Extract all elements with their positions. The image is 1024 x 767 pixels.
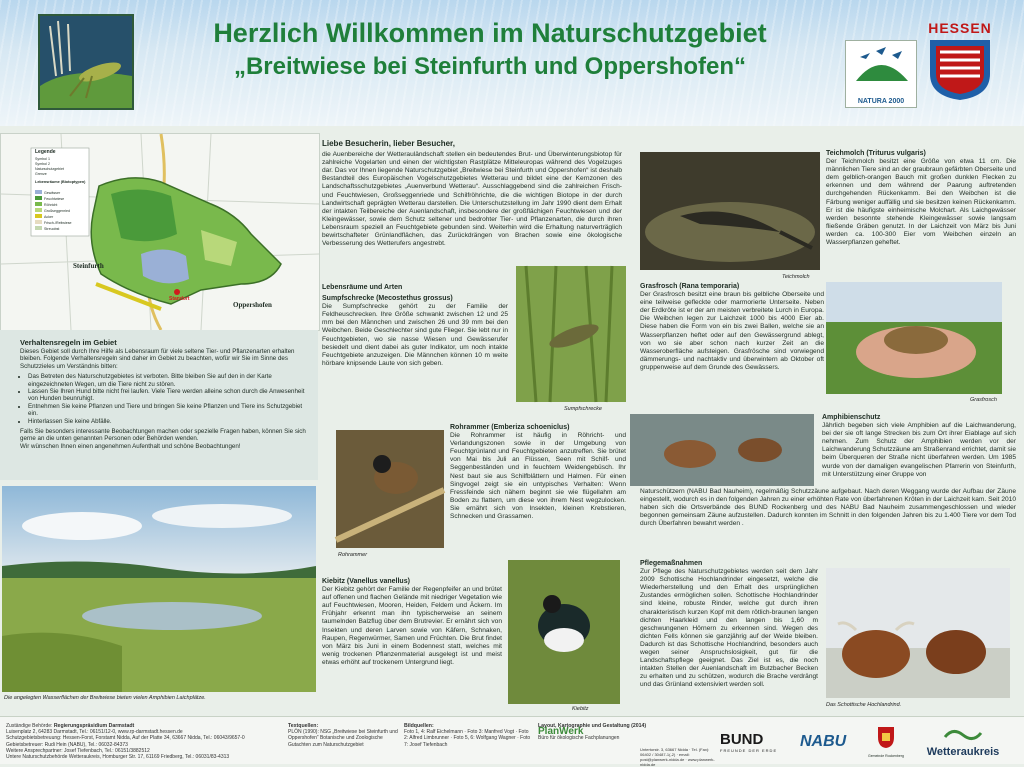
rule-item: • Hinterlassen Sie keine Abfälle.	[28, 418, 310, 425]
rule-item: • Das Betreten des Naturschutzgebietes ist verboten. Bitte bleiben Sie auf den in der Karte eingezeichneten Wegen, um die Tiere nicht zu stören.	[28, 373, 310, 388]
legend-type: Frisch-/Reitwiese	[44, 221, 72, 225]
rohrammer-section	[450, 424, 626, 521]
pflege-section	[640, 560, 818, 690]
bund-logo	[720, 731, 777, 753]
teichmolch-text: Der Teichmolch besitzt eine Größe von etwa 11 cm. Die männlichen Tiere sind an der graubraun gefärbten Oberseite und dem gelblich-orangen Bauch mit großen dunklen Flecken zu erkennen und dem während der Paarung auftretenden durchgehenden Rückenkamm. Bei den Weibchen ist die Färbung weniger auffällig und sie besitzen keinen Rückenkamm. Er ist die häufigste einheimische Molchart. Als Laichgewässer werden besonnte stehende Kleingewässer sowie langsam fließende Gräben genutzt. In der Laichzeit von März bis Juni werden ca. 100-300 Eier vom Weibchen einzeln an Wasserpflanzen geheftet.	[826, 158, 1016, 247]
authority-label: Zuständige Behörde:	[6, 723, 53, 729]
rules-body	[20, 348, 310, 450]
footer-photo-sources	[404, 723, 534, 748]
texts-label: Textquellen:	[288, 723, 319, 729]
grasfrosch-photo	[826, 282, 1002, 394]
legend-item: Naturschutzgebiet	[35, 167, 64, 171]
legend-type: Feuchtwiese	[44, 197, 65, 201]
natura-label: NATURA 2000	[857, 98, 905, 105]
rockenberg-logo	[868, 725, 904, 758]
kiebitz-title: Kiebitz (Vanellus vanellus)	[322, 578, 410, 585]
legend-item: Symbol 1	[35, 157, 50, 161]
hessen-label: HESSEN	[928, 20, 992, 36]
rules-outro: Falls Sie besonders interessante Beobachtungen machen oder spezielle Fragen haben, können Sie sich gerne an die unten genannten Personen oder Behörden wenden.	[20, 428, 306, 443]
authority-address: Luisenplatz 2, 64283 Darmstadt, Tel.: 06151/12-0, www.rp-darmstadt.hessen.de	[6, 729, 183, 736]
place-oppershofen: Oppershofen	[233, 301, 272, 309]
kiebitz-section	[322, 578, 502, 667]
wetterau-label: Wetteraukreis	[926, 746, 1000, 758]
intro-text: die Auenbereiche der Wetterauländschaft stellen ein bedeutendes Brut- und Überwinterungsbiotop für zahlreiche Vogelarten und einen der wichtigsten Rastplätze Mitteleuropas während des Vogelzuges dar. Das vor Ihnen liegende Naturschutzgebiet „Breitwiese bei Steinfurth und Oppershofen“ ist deshalb Bestandteil des Europäischen Vogelschutzgebietes Wetterau und bildet eine der Kernzonen des Landschaftsschutzgebietes „Auenverbund Wetterau“. Ausschlaggebend sind die zahlreichen Frisch- und Feuchtwiesen, Großseggenriede und Schilfröhrichte, die die wichtigen Biotope in der durch Landwirtschaft geprägten Wetterau darstellen. Die Unterschutzstellung im Jahr 1990 dient dem Erhalt der intakten Teilbereiche der Auenlandschaft, insbesondere der großflächigen Feuchtwiesen und der Kleingewässer, sowie dem Schutz seltener und bedrohter Tier- und Pflanzenarten, die durch ihren Lebensraum speziell an Feuchtgebiete gebunden sind. Weiterhin wird die Erhaltung naturverträglich bewirtschafteter Grünlandflächen, das Zurückdrängen von Brachen sowie eine ökologische Verbesserung des Wetterufers angestrebt.	[322, 151, 622, 248]
bund-label: BUND	[720, 731, 764, 748]
map-legend-symbols	[35, 157, 64, 177]
teichmolch-photo	[640, 152, 820, 270]
area-map	[0, 133, 320, 331]
rohrammer-title: Rohrammer (Emberiza schoeniclus)	[450, 424, 570, 431]
title-line-2: „Breitwiese bei Steinfurth und Oppershofen“	[233, 53, 747, 80]
grasfrosch-section	[640, 283, 824, 372]
header-banner	[0, 0, 1024, 126]
legend-type: Gewässer	[44, 191, 61, 195]
photos-label: Bildquellen:	[404, 723, 434, 729]
kiebitz-caption: Kiebitz	[572, 706, 589, 712]
planwerk-subtitle: Büro für ökologische Fachplanungen	[538, 735, 620, 742]
care-line-4: Untere Naturschutzbehörde Wetteraukreis, Homburger Str. 17, 61169 Friedberg, Tel.: 06031/83-4313	[6, 754, 230, 761]
intro-greeting: Liebe Besucherin, lieber Besucher,	[322, 139, 455, 148]
pflege-text: Zur Pflege des Naturschutzgebietes werden seit dem Jahr 2009 Schottische Hochlandrinder eingesetzt, welche die Wiederherstellung und den Erhalt des ursprünglichen Zustandes ermöglichen sollen. Schottische Hochlandrinder sind kleine, robuste Rinder, welche gut durch ihren charakteristisch kurzen Kopf mit dem rötlich-braunen langen dichten Haarkleid und den langen bis 1,60 m geschwungenen Hörnern zu erkennen sind. Wegen des dichten Fells können sie ganzjährig auf der Weide bleiben. Dadurch ist das Schottische Hochlandrind, besonders auch wegen seiner Anspruchslosigkeit, gut für die Landschaftspflege geeignet. Das Ziel ist es, die noch intakten Stellen der Auenlandschaft im Butzbacher Becken zu erhalten und zu schützen, wodurch die Brache verdrängt und das Grünland extensiviert werden soll.	[640, 568, 818, 689]
hochlandrind-caption: Das Schottische Hochlandrind.	[826, 702, 902, 708]
place-standort: Standort	[169, 296, 190, 302]
teichmolch-section	[826, 150, 1016, 247]
authority-name: Regierungspräsidium Darmstadt	[53, 723, 135, 729]
wetteraukreis-logo	[906, 727, 1020, 758]
bund-subtitle: FREUNDE DER ERDE	[720, 748, 778, 753]
kiebitz-text: Der Kiebitz gehört der Familie der Regenpfeifer an und brütet auf offenen und flachen Gelände mit niedriger Vegetation wie auf Feuchtwiesen, Mooren, Heiden, Feldern und Äckern. Im Frühjahr erkennt man ihn typischerweise an seinem taumelnden Balzflug über dem Brutrevier. Er ernährt sich von Insekten und deren Larven sowie von Käfern, Schnaken, Raupen, Regenwürmer, Samen und Früchten. Die Brut findet von März bis Juni in einem Bodennest statt, welches mit wenig trockenen Pflanzenmaterial ausgelegt ist und meist etwas erhöht auf trockenem Untergrund liegt.	[322, 586, 502, 666]
map-legend-types	[44, 190, 72, 232]
sumpfschrecke-title: Sumpfschrecke (Mecostethus grossus)	[322, 295, 453, 303]
rules-closing: Wir wünschen Ihnen einen angenehmen Aufenthalt und schöne Beobachtungen!	[20, 442, 241, 450]
care-line-3: Weitere Ansprechpartner: Josef Tiefenbach, Tel.: 06151/3882512	[6, 747, 150, 754]
amphibien-photo	[630, 414, 814, 486]
legend-type: Acker	[44, 215, 54, 219]
sumpfschrecke-text: Die Sumpfschrecke gehört zu der Familie der Feldheuschrecken. Ihre Größe schwankt zwischen 12 und 25 mm bei den Männchen und zwischen 26 und 39 mm bei den Weibchen. Beide Geschlechter sind gute Flieger. Sie lebt nur in Feuchtgebieten, wo sie nasse Wiesen und Gewässerufer besiedelt und dient dabei als guter Indikator, um noch intakte Feuchtgebiete anzuzeigen. Die Männchen können 10 m weite hörbare knipsende Laute von sich geben.	[322, 303, 508, 367]
rules-intro: Dieses Gebiet soll durch Ihre Hilfe als Lebensraum für viele seltene Tier- und Pflanzenarten erhalten bleiben. Folgende Verhaltensregeln sind daher im Gebiet zu beachten, wofür wir Sie im Sinne des Schutzzieles um Verständnis bitten:	[20, 348, 295, 370]
hessen-coat-of-arms-icon	[926, 36, 994, 102]
map-legend-title: Legende	[35, 149, 56, 155]
rohrammer-photo	[336, 430, 444, 548]
landscape-photo	[2, 486, 316, 692]
amphibien-text: Jährlich begeben sich viele Amphibien auf die Laichwanderung, bei der sie oft lange Strecken bis zum Ort ihrer Eiablage auf sich nehmen. Zum Schutz der Amphibien werden vor der Laichwanderung Schutzzäune am Straßenrand errichtet, damit sie beim Überqueren der Straße nicht überfahren werden. Um 1985 wurde von der damaligen evangelischen Pfarrerin von Steinfurth, mit Unterstützung einer Gruppe von	[822, 422, 1016, 478]
planwerk-address: Untertorstr. 3, 63667 Nidda · Tel. (Fax): 06402 / 30487-1(-2) · email: post@planwerk-nidda.de · www.planwerk-nidda.de	[640, 747, 715, 767]
hessen-logo	[926, 20, 994, 107]
title-line-1: Herzlich Willkommen im Naturschutzgebiet	[213, 18, 767, 48]
natura-2000-logo	[845, 40, 917, 108]
rule-item: • Entnehmen Sie keine Pflanzen und Tiere und bringen Sie keine Pflanzen und Tiere ins Schutzgebiet ein.	[28, 403, 310, 418]
hochlandrind-photo	[826, 568, 1010, 698]
layout-label: Layout, Kartographie und Gestaltung (2014)	[538, 723, 647, 729]
grasfrosch-caption: Grasfrosch	[970, 397, 997, 403]
amphibien-section	[822, 414, 1016, 479]
grasfrosch-title: Grasfrosch (Rana temporaria)	[640, 283, 740, 290]
footer-authorities	[6, 723, 286, 760]
rules-title: Verhaltensregeln im Gebiet	[20, 338, 117, 347]
wetterau-wave-icon	[943, 727, 983, 741]
rockenberg-coat-of-arms-icon	[876, 725, 896, 749]
texts-source: PLÖN (1990): NSG „Breitwiese bei Steinfurth und Oppershofen“ Botanische und Zoologische Gutachten zum Naturschutzgebiet	[288, 729, 398, 748]
rockenberg-label: Gemeinde Rockenberg	[868, 754, 904, 758]
amphibien-title: Amphibienschutz	[822, 414, 881, 421]
footer-layout	[538, 723, 708, 742]
teichmolch-caption: Teichmolch	[782, 274, 810, 280]
photos-source: Foto 1, 4: Ralf Eichelmann · Foto 3: Manfred Vogt · Foto 2: Alfred Limbrunner · Foto 5, 6: Wolfgang Wagner · Foto 7: Josef Tiefenbach	[404, 729, 531, 748]
landscape-caption: Die angelegten Wasserflächen der Breitwiese bieten vielen Amphibien Laichplätze.	[4, 695, 206, 701]
teichmolch-title: Teichmolch (Triturus vulgaris)	[826, 150, 926, 157]
page-title	[150, 16, 830, 84]
nabu-logo: NABU	[800, 733, 847, 750]
legend-type: Röhricht	[44, 203, 58, 207]
footer	[0, 716, 1024, 767]
care-line-2: Gebietsbetreuer: Rudi Hein (NABU), Tel.: 06032-84373	[6, 741, 128, 748]
rohrammer-caption: Rohrammer	[338, 552, 368, 558]
legend-type: Großseggenried	[44, 209, 70, 213]
rules-panel	[0, 330, 318, 480]
footer-text-sources	[288, 723, 398, 748]
planwerk-logo: PlanWerk	[538, 726, 584, 738]
amphibien-text-2: Naturschützern (NABU Bad Nauheim), regelmäßig Schutzzäune aufgebaut. Nach deren Weggang wurde der Aufbau der Zäune eingestellt, wodurch es in den folgenden Jahren zu einer erhöhten Rate von überfahrenen Kröten in der Laichzeit kam. Seit 2010 haben sich die Ortsverbände des BUND Rockenberg und des NABU Bad Nauheim zusammengeschlossen und wieder begonnen gemeinsam Zäune aufzustellen. Dadurch konnten im Schnitt in den folgenden Jahren bis zu 1.400 Tiere vor dem Tod durch Überfahren bewahrt werden .	[640, 488, 1016, 528]
place-steinfurth: Steinfurth	[73, 262, 104, 270]
legend-type: Streuobst	[44, 227, 60, 231]
sumpfschrecke-caption: Sumpfschrecke	[564, 406, 602, 412]
grasfrosch-text: Der Grasfrosch besitzt eine braun bis gelbliche Oberseite und eine teilweise gefleckte oder marmorierte Unterseite. Neben der Erdkröte ist er der am meisten verbreitete Lurch in Europa. Die Weibchen legen zur Laichzeit 1000 bis 4000 Eier ab. Diese haben die Form von ein bis zwei Ballen, welche sie an Wasserpflanzen heftet oder auf den Gewässergrund ablegt, von wo sie aber schon nach kurzer Zeit an die Wasseroberfläche aufsteigen. Grasfrösche sind vorwiegend dämmerungs- und nachtaktiv und überwintern ab Oktober oft gruppenweise auf dem Grunde des Gewässers.	[640, 291, 824, 371]
habitats-title: Lebensräume und Arten	[322, 284, 403, 291]
pflege-title: Pflegemaßnahmen	[640, 560, 703, 567]
sumpfschrecke-photo	[516, 266, 626, 402]
map-legend-subtitle: Lebensräume (Biotoptypen)	[35, 180, 86, 184]
intro-section	[322, 140, 622, 248]
rule-item: • Lassen Sie Ihren Hund bitte nicht frei laufen. Viele Tiere werden alleine schon durch die Anwesenheit von Hunden beunruhigt.	[28, 388, 310, 403]
legend-item: Symbol 2	[35, 162, 50, 166]
rohrammer-text: Die Rohrammer ist häufig in Röhricht- und Verlandungszonen sowie in der Umgebung von Feuchtgrünland und Feuchtgebieten anzutreffen. Sie brütet von Mai bis Juli an Flüssen, Seen mit Schilf- und Seggenbeständen und in feuchtem Weidengebüsch. Ihr Nest baut sie aus Schilfblättern und Halmen. Für einen Singvogel zeigt sie ein untypisches Verhalten: Wenn Fressfeinde sich nähern beginnt sie wie flügellahm am Boden zu flattern, um diese von ihrem Nest wegzulocken. Sie ernährt sich von Insekten, kleinen Krebstieren, Schnecken und Grassamen.	[450, 432, 626, 521]
legend-item: Grenze	[35, 172, 47, 176]
kiebitz-photo	[508, 560, 620, 704]
sumpfschrecke-section	[322, 284, 508, 368]
rules-list	[20, 373, 310, 425]
grasshopper-logo	[38, 14, 134, 110]
care-line-1: Schutzgebietsbetreuung: Hessen-Forst, Forstamt Nidda, Auf der Platte 34, 63667 Nidda, Tel.: 06043/9657-0	[6, 735, 245, 742]
